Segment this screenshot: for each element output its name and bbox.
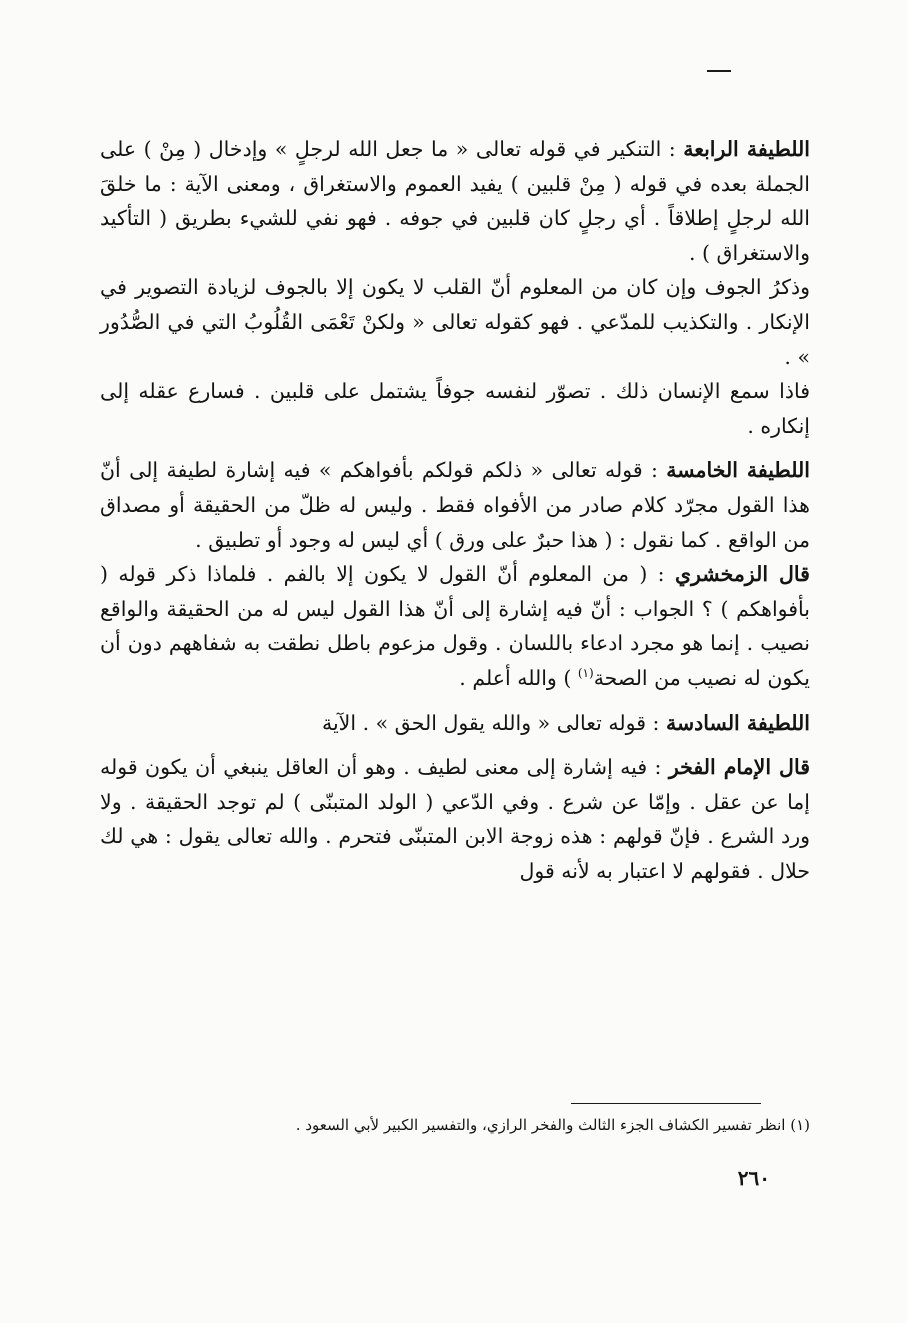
paragraph-text: وذكرُ الجوف وإن كان من المعلوم أنّ القلب لا يكون إلا بالجوف لزيادة التصوير في الإنكار . والتكذيب للمدّعي . فهو كقوله تعالى « ولكنْ تَعْمَى القُلُوبُ التي في الصُّدُور » . bbox=[100, 275, 810, 369]
page-body bbox=[100, 132, 810, 888]
page-number: ٢٦٠ bbox=[737, 1166, 770, 1190]
footnote-reference: (١) bbox=[577, 666, 594, 681]
paragraph-zamakhshari bbox=[100, 557, 810, 695]
paragraph-fourth-subtlety bbox=[100, 132, 810, 270]
paragraph-sixth-subtlety bbox=[100, 706, 810, 741]
paragraph-text: : التنكير في قوله تعالى « ما جعل الله لرجلٍ » وإدخال ( مِنْ ) على الجملة بعده في قوله ( مِنْ قلبين ) يفيد العموم والاستغراق ، ومعنى الآية : ما خلقَ الله لرجلٍ إطلاقاً . أي رجلٍ كان قلبين في جوفه . فهو نفي للشيء بطريق ( التأكيد والاستغراق ) . bbox=[100, 137, 810, 265]
paragraph-tail: ) والله أعلم . bbox=[459, 665, 578, 690]
paragraph-hearing bbox=[100, 374, 810, 443]
header-dash bbox=[707, 70, 731, 72]
paragraph-fakhr bbox=[100, 750, 810, 888]
paragraph-text: : قوله تعالى « والله يقول الحق » . الآية bbox=[321, 710, 666, 735]
paragraph-lead: قال الزمخشري bbox=[674, 562, 810, 587]
paragraph-text: : فيه إشارة إلى معنى لطيف . وهو أن العاقل ينبغي أن يكون قوله إما عن عقل . وإمّا عن شرع . وفي الدّعي ( الولد المتبنّى ) لم توجد الحقيقة . ولا ورد الشرع . فإنّ قولهم : هذه زوجة الابن المتبنّى فتحرم . والله تعالى يقول : هي لك حلال . فقولهم لا اعتبار به لأنه قول bbox=[100, 755, 810, 883]
paragraph-text: : ( من المعلوم أنّ القول لا يكون إلا بالفم . فلماذا ذكر قوله ( بأفواهكم ) ؟ الجواب : أنّ فيه إشارة إلى أنّ هذا القول ليس له من الحقيقة والواقع نصيب . إنما هو مجرد ادعاء باللسان . وقول مزعوم باطل نطقت به شفاههم دون أن يكون له نصيب من الصحة bbox=[100, 562, 810, 690]
paragraph-lead: قال الإمام الفخر bbox=[668, 755, 810, 780]
footnote-divider bbox=[571, 1103, 761, 1104]
paragraph-fifth-subtlety bbox=[100, 453, 810, 557]
paragraph-jawf bbox=[100, 270, 810, 374]
footnote: (١) انظر تفسير الكشاف الجزء الثالث والفخر الرازي، والتفسير الكبير لأبي السعود . bbox=[295, 1116, 810, 1134]
paragraph-lead: اللطيفة الرابعة bbox=[683, 137, 810, 161]
paragraph-text: فاذا سمع الإنسان ذلك . تصوّر لنفسه جوفاً يشتمل على قلبين . فسارع عقله إلى إنكاره . bbox=[100, 379, 810, 438]
paragraph-text: : قوله تعالى « ذلكم قولكم بأفواهكم » فيه إشارة لطيفة إلى أنّ هذا القول مجرّد كلام صادر من الأفواه فقط . وليس له ظلّ من الحقيقة أو مصداق من الواقع . كما نقول : ( هذا حبرٌ على ورق ) أي ليس له وجود أو تطبيق . bbox=[100, 458, 810, 552]
paragraph-lead: اللطيفة السادسة bbox=[665, 710, 810, 735]
paragraph-lead: اللطيفة الخامسة bbox=[666, 458, 810, 483]
